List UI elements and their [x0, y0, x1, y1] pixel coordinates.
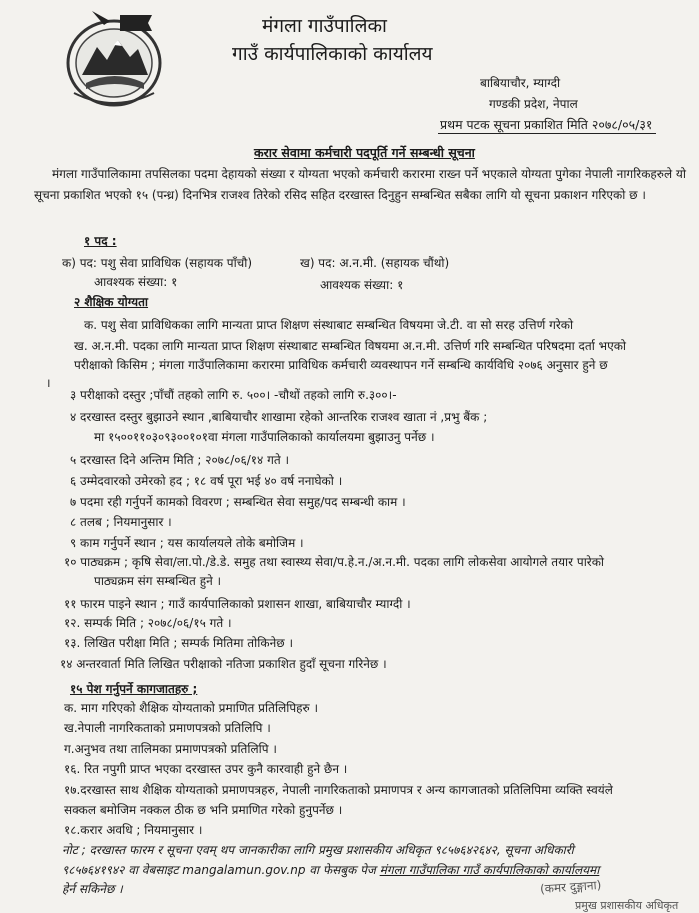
- note-line-1: नोट ; दरखास्त फारम र सूचना एवम् थप जानकारीका लागि प्रमुख प्रशासकीय अधिकृत ९८५७६४२६४२, सूचना अधिकारी: [62, 843, 574, 857]
- note-contact: ९८५७६४१९४२ वा वेबसाइट mangalamun.gov.np वा फेसबुक पेज: [62, 863, 380, 877]
- item-14-interview-date: १४ अन्तरवार्ता मिति लिखित परीक्षाको नतिजा प्रकाशित हुदाँ सूचना गरिनेछ ।: [60, 657, 387, 671]
- doc-a: क. माग गरिएको शैक्षिक योग्यताको प्रमाणित प्रतिलिपिहरु ।: [64, 701, 319, 715]
- item-4-account: मा १५००११०३०९३००१०१वा मंगला गाउँपालिकाको कार्यालयमा बुझाउनु पर्नेछ ।: [94, 430, 435, 444]
- item-11-form-place: ११ फारम पाइने स्थान ; गाउँ कार्यपालिकाको प्रशासन शाखा, बाबियाचौर म्याग्दी ।: [64, 597, 411, 611]
- notice-title: करार सेवामा कर्मचारी पदपूर्ति गर्ने सम्बन्धी सूचना: [254, 145, 475, 160]
- item-3-fee: ३ परीक्षाको दस्तुर ;पाँचौं तहको लागि रु. ५००। -चौथों तहको लागि रु.३००।-: [70, 388, 397, 402]
- post-a-count: आवश्यक संख्या: १: [94, 275, 178, 289]
- item-10-syllabus: १० पाठ्यक्रम ; कृषि सेवा/ला.पो./डे.डे. समुह तथा स्वास्थ्य सेवा/प.हे.न./अ.न.मी. पदका लागि लोकसेवा आयोगले तयार पारेको: [64, 555, 605, 569]
- signatory-name: (कमर दुङ्गाना): [539, 877, 602, 897]
- publish-date: प्रथम पटक सूचना प्रकाशित मिति २०७८/०५/३१: [438, 116, 656, 134]
- item-9-work-place: ९ काम गर्नुपर्ने स्थान ; यस कार्यालयले तोके बमोजिम ।: [70, 536, 304, 550]
- intro-paragraph: मंगला गाउँपालिकामा तपसिलका पदमा देहायको संख्या र योग्यता भएको कर्मचारी करारमा राख्न पर्ने भएकाले योग्यता पुगेका नेपाली नागरिकहरुले यो सूचना प्रकाशित भएको १५ (पन्ध्र) दिनभित्र राजश्व तिरेको रसिद सहित दरखास्त दिनुहुन सम्बन्धित सबैका लागि यो सूचना प्रकाशन गरिएको छ ।: [34, 167, 686, 202]
- item-18-contract-period: १८.करार अवधि ; नियमानुसार ।: [64, 823, 203, 837]
- municipality-name: मंगला गाउँपालिका: [262, 15, 387, 37]
- item-12-contact-date: १२. सम्पर्क मिति ; २०७८/०६/१५ गते ।: [64, 616, 232, 630]
- signatory-title: प्रमुख प्रशासकीय अधिकृत: [575, 899, 679, 912]
- address-line-1: बाबियाचौर, म्याग्दी: [480, 76, 561, 90]
- item-4-payment-place: ४ दरखास्त दस्तुर बुझाउने स्थान ,बाबियाचौर शाखामा रहेको आन्तरिक राजश्व खाता नं ,प्रभु बैंक ;: [70, 410, 488, 424]
- item-16-invalid: १६. रित नपुगी प्राप्त भएका दरखास्त उपर कुनै कारवाही हुने छैन ।: [64, 762, 348, 776]
- note-line-3: हेर्न सकिनेछ ।: [62, 882, 123, 896]
- post-b: ख) पद: अ.न.मी. (सहायक चौंथो): [300, 256, 450, 270]
- exam-type-end: ।: [46, 376, 51, 390]
- item-13-exam-date: १३. लिखित परीक्षा मिति ; सम्पर्क मितिमा तोकिनेछ ।: [64, 636, 294, 650]
- qualification-a: क. पशु सेवा प्राविधिकका लागि मान्यता प्राप्त शिक्षण संस्थाबाट सम्बन्धित विषयमा जे.टी. वा सो सरह उत्तिर्ण गरेको: [84, 318, 574, 332]
- exam-type: परीक्षाको किसिम ; मंगला गाउँपालिकामा करारमा प्राविधिक कर्मचारी व्यवस्थापन गर्ने सम्बन्धि कार्यविधि २०७६ अनुसार हुने छ: [74, 358, 608, 372]
- item-10-syllabus-cont: पाठ्यक्रम संग सम्बन्धित हुने ।: [94, 574, 222, 588]
- doc-c: ग.अनुभव तथा तालिमका प्रमाणपत्रको प्रतिलिपि ।: [64, 742, 277, 756]
- office-name: गाउँ कार्यपालिकाको कार्यालय: [232, 43, 433, 65]
- doc-b: ख.नेपाली नागरिकताको प्रमाणपत्रको प्रतिलिपि ।: [64, 721, 271, 735]
- note-line-2: [62, 861, 599, 878]
- facebook-page-link[interactable]: मंगला गाउँपालिका गाउँ कार्यपालिकाको कार्यालयमा: [379, 863, 600, 877]
- item-6-age-limit: ६ उम्मेदवारको उमेरको हद ; १८ वर्ष पूरा भई ४० वर्ष ननाघेको ।: [70, 474, 343, 488]
- item-7-job-description: ७ पदमा रही गर्नुपर्ने कामको विवरण ; सम्बन्धित सेवा समुह/पद सम्बन्धी काम ।: [70, 495, 406, 509]
- item-17-attestation-cont: सक्कल बमोजिम नक्कल ठीक छ भनि प्रमाणित गरेको हुनुपर्नेछ ।: [64, 803, 343, 817]
- qualification-b: ख. अ.न.मी. पदका लागि मान्यता प्राप्त शिक्षण संस्थाबाट सम्बन्धित विषयमा अ.न.मी. उत्तिर्ण गरि सम्बन्धित परिषदमा दर्ता भएको: [74, 339, 627, 353]
- item-5-deadline: ५ दरखास्त दिने अन्तिम मिति ; २०७८/०६/१४ गते ।: [70, 453, 290, 467]
- municipality-emblem: [52, 5, 176, 113]
- post-b-count: आवश्यक संख्या: १: [320, 278, 404, 292]
- section-15-heading: १५ पेश गर्नुपर्ने कागजातहरु ;: [70, 682, 198, 696]
- item-8-salary: ८ तलब ; नियमानुसार ।: [70, 515, 172, 529]
- post-a: क) पद: पशु सेवा प्राविधिक (सहायक पाँचौ): [62, 256, 253, 270]
- section-1-heading: १ पद :: [84, 234, 117, 248]
- address-line-2: गण्डकी प्रदेश, नेपाल: [489, 97, 578, 111]
- item-17-attestation: १७.दरखास्त साथ शैक्षिक योग्यताको प्रमाणपत्रहरु, नेपाली नागरिकताको प्रमाणपत्र र अन्य कागजातको प्रतिलिपिमा व्यक्ति स्वयंले: [64, 783, 613, 797]
- section-2-heading: २ शैक्षिक योग्यता: [74, 295, 149, 309]
